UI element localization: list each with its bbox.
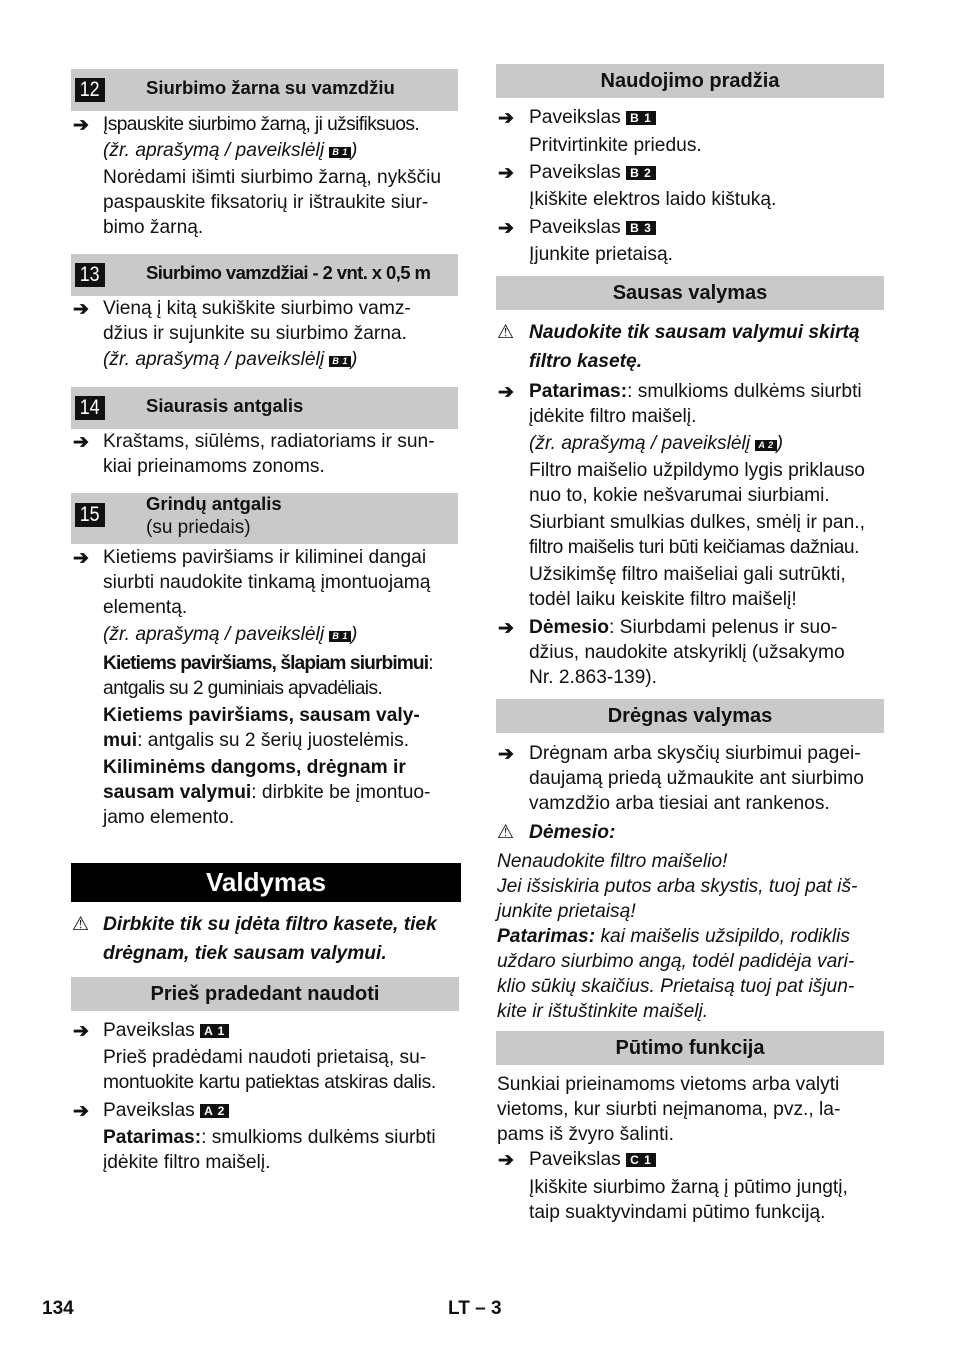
warning-icon: ⚠: [497, 322, 515, 343]
s12-para-2: paspauskite fiksatorių ir ištraukite siur-: [103, 192, 429, 213]
sausas-tip-2: įdėkite filtro maišelį.: [529, 406, 697, 427]
s15-carpet-1: Kiliminėms dangoms, drėgnam ir: [103, 757, 406, 778]
putimo-para-3: pams iš žvyro šalinti.: [497, 1124, 674, 1145]
arrow-icon: ➔: [498, 218, 514, 239]
naud-fig-b2: Paveikslas B 2: [529, 160, 656, 185]
dregnas-warning-title: Dėmesio:: [529, 822, 616, 843]
section-14-header: [71, 387, 458, 429]
pries-tip-1: Patarimas:: smulkioms dulkėms siurbti: [103, 1127, 436, 1148]
sausas-para-3: Siurbiant smulkias dulkes, smėlį ir pan.,: [529, 512, 865, 533]
valdymas-warning-1: Dirbkite tik su įdėta filtro kasete, tiek: [103, 914, 437, 935]
s12-para-3: bimo žarną.: [103, 217, 204, 238]
arrow-icon: ➔: [498, 163, 514, 184]
naud-text-2: Įkiškite elektros laido kištuką.: [529, 189, 777, 210]
sausas-tip-1: Patarimas:: smulkioms dulkėms siurbti: [529, 381, 862, 402]
figure-badge-a2: A 2: [200, 1104, 229, 1118]
naud-fig-b1: Paveikslas B 1: [529, 105, 656, 130]
dregnas-header: Drėgnas valymas: [496, 699, 884, 733]
section-15-subtitle: (su priedais): [146, 517, 251, 538]
dregnas-tip: Patarimas: kai maišelis užsipildo, rodiklis: [497, 926, 850, 947]
figure-badge-b1: B 1: [626, 111, 656, 125]
putimo-fig-c1: Paveikslas C 1: [529, 1147, 656, 1172]
figure-badge-b1: B 1: [329, 356, 351, 367]
sausas-warning-1: Naudokite tik sausam valymui skirtą: [529, 322, 860, 343]
page-number: 134: [42, 1298, 74, 1319]
pries-para-1: Prieš pradėdami naudoti prietaisą, su-: [103, 1047, 427, 1068]
putimo-text-2: taip suaktyvindami pūtimo funkciją.: [529, 1202, 826, 1223]
figure-badge-b3: B 3: [626, 221, 656, 235]
naud-fig-b3: Paveikslas B 3: [529, 215, 656, 240]
valdymas-warning-2: drėgnam, tiek sausam valymui.: [103, 943, 387, 964]
dregnas-italic-7: kite ir ištuštinkite maišelį.: [497, 1001, 709, 1022]
section-number-15: 15: [75, 503, 105, 527]
section-number-12: 12: [75, 78, 105, 102]
s15-dry-hard-1: Kietiems paviršiams, sausam valy-: [103, 705, 420, 726]
putimo-para-2: vietoms, kur siurbti neįmanoma, pvz., la-: [497, 1099, 841, 1120]
s15-wet-hard: Kietiems paviršiams, šlapiam siurbimui:: [103, 653, 433, 674]
figure-badge-b2: B 2: [626, 166, 656, 180]
sausas-para-6: todėl laiku keiskite filtro maišelį!: [529, 589, 797, 610]
sausas-reference: (žr. aprašymą / paveikslėlį A 2 ): [529, 433, 783, 454]
section-number-14: 14: [75, 396, 105, 420]
arrow-icon: ➔: [498, 744, 514, 765]
s14-line-2: kiai prieinamoms zonoms.: [103, 456, 325, 477]
s14-line-1: Kraštams, siūlėms, radiatoriams ir sun-: [103, 431, 435, 452]
s12-line-1: Įspauskite siurbimo žarną, ji užsifiksuos.: [103, 114, 420, 135]
arrow-icon: ➔: [73, 115, 89, 136]
s15-line-3: elementą.: [103, 597, 188, 618]
arrow-icon: ➔: [73, 548, 89, 569]
sausas-header: Sausas valymas: [496, 276, 884, 310]
section-13-header: [71, 254, 458, 296]
putimo-header: Pūtimo funkcija: [496, 1031, 884, 1065]
section-13-title: Siurbimo vamzdžiai - 2 vnt. x 0,5 m: [146, 262, 431, 283]
s15-line-2: siurbti naudokite tinkamą įmontuojamą: [103, 572, 431, 593]
s15-line-1: Kietiems paviršiams ir kiliminei dangai: [103, 547, 427, 568]
sausas-para-1: Filtro maišelio užpildymo lygis priklauso: [529, 460, 865, 481]
dregnas-italic-1: Nenaudokite filtro maišelio!: [497, 851, 728, 872]
s15-carpet-3: jamo elemento.: [103, 807, 235, 828]
pries-fig-a1: Paveikslas A 1: [103, 1018, 229, 1043]
figure-badge-b1: B 1: [329, 147, 351, 158]
section-15-title: Grindų antgalis: [146, 493, 282, 514]
figure-badge-a1: A 1: [200, 1024, 229, 1038]
s12-para-1: Norėdami išimti siurbimo žarną, nykščiu: [103, 167, 442, 188]
dregnas-line-1: Drėgnam arba skysčių siurbimui pagei-: [529, 743, 861, 764]
pries-para-2: montuokite kartu patiektas atskiras dalis.: [103, 1072, 436, 1093]
sausas-para-4: filtro maišelis turi būti keičiamas dažniau.: [529, 537, 860, 558]
arrow-icon: ➔: [73, 1101, 89, 1122]
sausas-attention-3: Nr. 2.863-139).: [529, 667, 657, 688]
chapter-title: Valdymas: [71, 863, 461, 902]
s13-line-1: Vieną į kitą sukiškite siurbimo vamz-: [103, 298, 411, 319]
naudojimo-header: Naudojimo pradžia: [496, 64, 884, 98]
section-15-header: [71, 493, 458, 544]
dregnas-italic-2: Jei išsiskiria putos arba skystis, tuoj pat iš-: [497, 876, 858, 897]
dregnas-line-2: daujamą priedą užmaukite ant siurbimo: [529, 768, 864, 789]
arrow-icon: ➔: [73, 299, 89, 320]
dregnas-italic-6: klio sūkių skaičius. Prietaisą tuoj pat išjun-: [497, 976, 855, 997]
sausas-warning-2: filtro kasetę.: [529, 351, 643, 372]
dregnas-line-3: vamzdžio arba tiesiai ant rankenos.: [529, 793, 830, 814]
naud-text-1: Pritvirtinkite priedus.: [529, 135, 702, 156]
pries-tip-2: įdėkite filtro maišelį.: [103, 1152, 271, 1173]
dregnas-italic-3: junkite prietaisą!: [497, 901, 636, 922]
sausas-para-5: Užsikimšę filtro maišeliai gali sutrūkti,: [529, 564, 846, 585]
arrow-icon: ➔: [498, 618, 514, 639]
s12-reference: (žr. aprašymą / paveikslėlį B 1 ): [103, 140, 358, 161]
s15-dry-hard-2: mui: antgalis su 2 šerių juostelėmis.: [103, 730, 410, 751]
s15-carpet-2: sausam valymui: dirbkite be įmontuo-: [103, 782, 431, 803]
arrow-icon: ➔: [498, 108, 514, 129]
arrow-icon: ➔: [73, 432, 89, 453]
s13-reference: (žr. aprašymą / paveikslėlį B 1 ): [103, 349, 358, 370]
arrow-icon: ➔: [498, 382, 514, 403]
sausas-para-2: nuo to, kokie nešvarumai siurbiami.: [529, 485, 830, 506]
warning-icon: ⚠: [497, 822, 515, 843]
sausas-attention-2: džius, naudokite atskyriklį (užsakymo: [529, 642, 845, 663]
pries-fig-a2: Paveikslas A 2: [103, 1098, 229, 1123]
naud-text-3: Įjunkite prietaisą.: [529, 244, 673, 265]
s13-line-2: džius ir sujunkite su siurbimo žarna.: [103, 323, 407, 344]
section-12-title: Siurbimo žarna su vamzdžiu: [146, 77, 395, 98]
section-12-header: [71, 69, 458, 111]
putimo-text-1: Įkiškite siurbimo žarną į pūtimo jungtį,: [529, 1177, 848, 1198]
pries-header: Prieš pradedant naudoti: [71, 977, 459, 1011]
footer-language: LT – 3: [448, 1298, 502, 1319]
section-14-title: Siaurasis antgalis: [146, 395, 304, 416]
arrow-icon: ➔: [73, 1021, 89, 1042]
section-number-13: 13: [75, 263, 105, 287]
s15-wet-hard-2: antgalis su 2 guminiais apvadėliais.: [103, 678, 383, 699]
arrow-icon: ➔: [498, 1150, 514, 1171]
sausas-attention-1: Dėmesio: Siurbdami pelenus ir suo-: [529, 617, 838, 638]
dregnas-italic-5: uždaro siurbimo angą, todėl padidėja vari-: [497, 951, 855, 972]
figure-badge-a2: A 2: [755, 440, 776, 451]
figure-badge-c1: C 1: [626, 1153, 656, 1167]
s15-reference: (žr. aprašymą / paveikslėlį B 1 ): [103, 624, 358, 645]
putimo-para-1: Sunkiai prieinamoms vietoms arba valyti: [497, 1074, 840, 1095]
warning-icon: ⚠: [72, 914, 90, 935]
figure-badge-b1: B 1: [329, 631, 351, 642]
